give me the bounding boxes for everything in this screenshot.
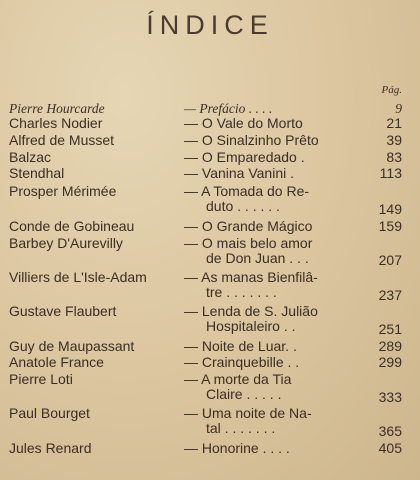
entry-work-line: — O Sinalzinho Prêto	[184, 132, 319, 148]
page-column-label: Pág.	[381, 84, 402, 96]
entry-page: 83	[386, 149, 402, 165]
entry-author: Anatole France	[9, 354, 104, 370]
entry-work	[184, 304, 354, 334]
entry-work	[184, 270, 354, 300]
entry-author: Prosper Mérimée	[9, 183, 117, 199]
entry-work	[184, 339, 354, 354]
entry-work-line: de Don Juan . . .	[206, 250, 309, 266]
entry-work	[184, 406, 354, 436]
entry-work	[184, 441, 354, 456]
entry-work-line: — Lenda de S. Julião	[184, 303, 318, 319]
entry-page: 251	[378, 321, 402, 337]
entry-work-line: Hospitaleiro . .	[206, 318, 296, 334]
entry-author: Villiers de L'Isle-Adam	[9, 269, 147, 285]
page-title: ÍNDICE	[146, 10, 274, 40]
entry-work-line: — Vanina Vanini .	[184, 165, 294, 181]
entry-work	[184, 355, 354, 370]
entry-page: 39	[386, 132, 402, 148]
entry-work	[184, 150, 354, 165]
entry-work-line: tal . . . . . . .	[206, 420, 276, 436]
entry-work	[184, 166, 354, 181]
entry-work-line: tre . . . . . . .	[206, 284, 277, 300]
entry-page: 289	[378, 338, 402, 354]
entry-author: Alfred de Musset	[9, 132, 115, 148]
entry-author: Conde de Gobineau	[9, 218, 135, 234]
entry-author: Gustave Flaubert	[9, 303, 117, 319]
entry-work	[184, 184, 354, 214]
entry-page: 237	[378, 287, 402, 303]
entry-page: 299	[378, 354, 402, 370]
entry-work-line: — O Vale do Morto	[184, 115, 303, 131]
entry-author: Balzac	[9, 149, 52, 165]
entry-author: Stendhal	[9, 165, 65, 181]
entry-work-line: — O mais belo amor	[184, 235, 313, 251]
entry-work	[184, 219, 354, 234]
entry-work-line: duto . . . . . .	[206, 198, 280, 214]
entry-work-line: — Honorine . . . .	[184, 440, 290, 456]
entry-page: 159	[378, 218, 402, 234]
entry-work-line: — Prefácio . . . .	[184, 101, 273, 116]
entry-work-line: — Uma noite de Na-	[184, 405, 312, 421]
entry-work	[184, 101, 354, 116]
entry-page: 149	[378, 201, 402, 217]
entry-page: 113	[379, 165, 402, 181]
entry-page: 21	[386, 115, 402, 131]
entry-work-line: Claire . . . . .	[206, 386, 282, 402]
entry-author: Pierre Hourcarde	[9, 101, 105, 116]
entry-work	[184, 133, 354, 148]
entry-page: 207	[378, 252, 402, 268]
entry-page: 333	[378, 389, 402, 405]
entry-work-line: — Noite de Luar. .	[184, 338, 297, 354]
entry-author: Charles Nodier	[9, 115, 103, 131]
entry-work-line: — A Tomada do Re-	[184, 183, 310, 199]
entry-work-line: — As manas Bienfilâ-	[184, 269, 318, 285]
entry-work	[184, 236, 354, 266]
entry-author: Jules Renard	[9, 440, 92, 456]
entry-work-line: — Crainquebille . .	[184, 354, 300, 370]
entry-work	[184, 372, 354, 402]
entry-author: Barbey D'Aurevilly	[9, 235, 123, 251]
entry-work-line: — O Emparedado .	[184, 149, 305, 165]
entry-page: 9	[395, 101, 402, 116]
entry-page: 405	[378, 440, 402, 456]
entry-author: Pierre Loti	[9, 371, 73, 387]
entry-work-line: — A morte da Tia	[184, 371, 292, 387]
entry-page: 365	[378, 423, 402, 439]
entry-author: Guy de Maupassant	[9, 338, 135, 354]
entry-author: Paul Bourget	[9, 405, 90, 421]
entry-work-line: — O Grande Mágico	[184, 218, 313, 234]
entry-work	[184, 116, 354, 131]
